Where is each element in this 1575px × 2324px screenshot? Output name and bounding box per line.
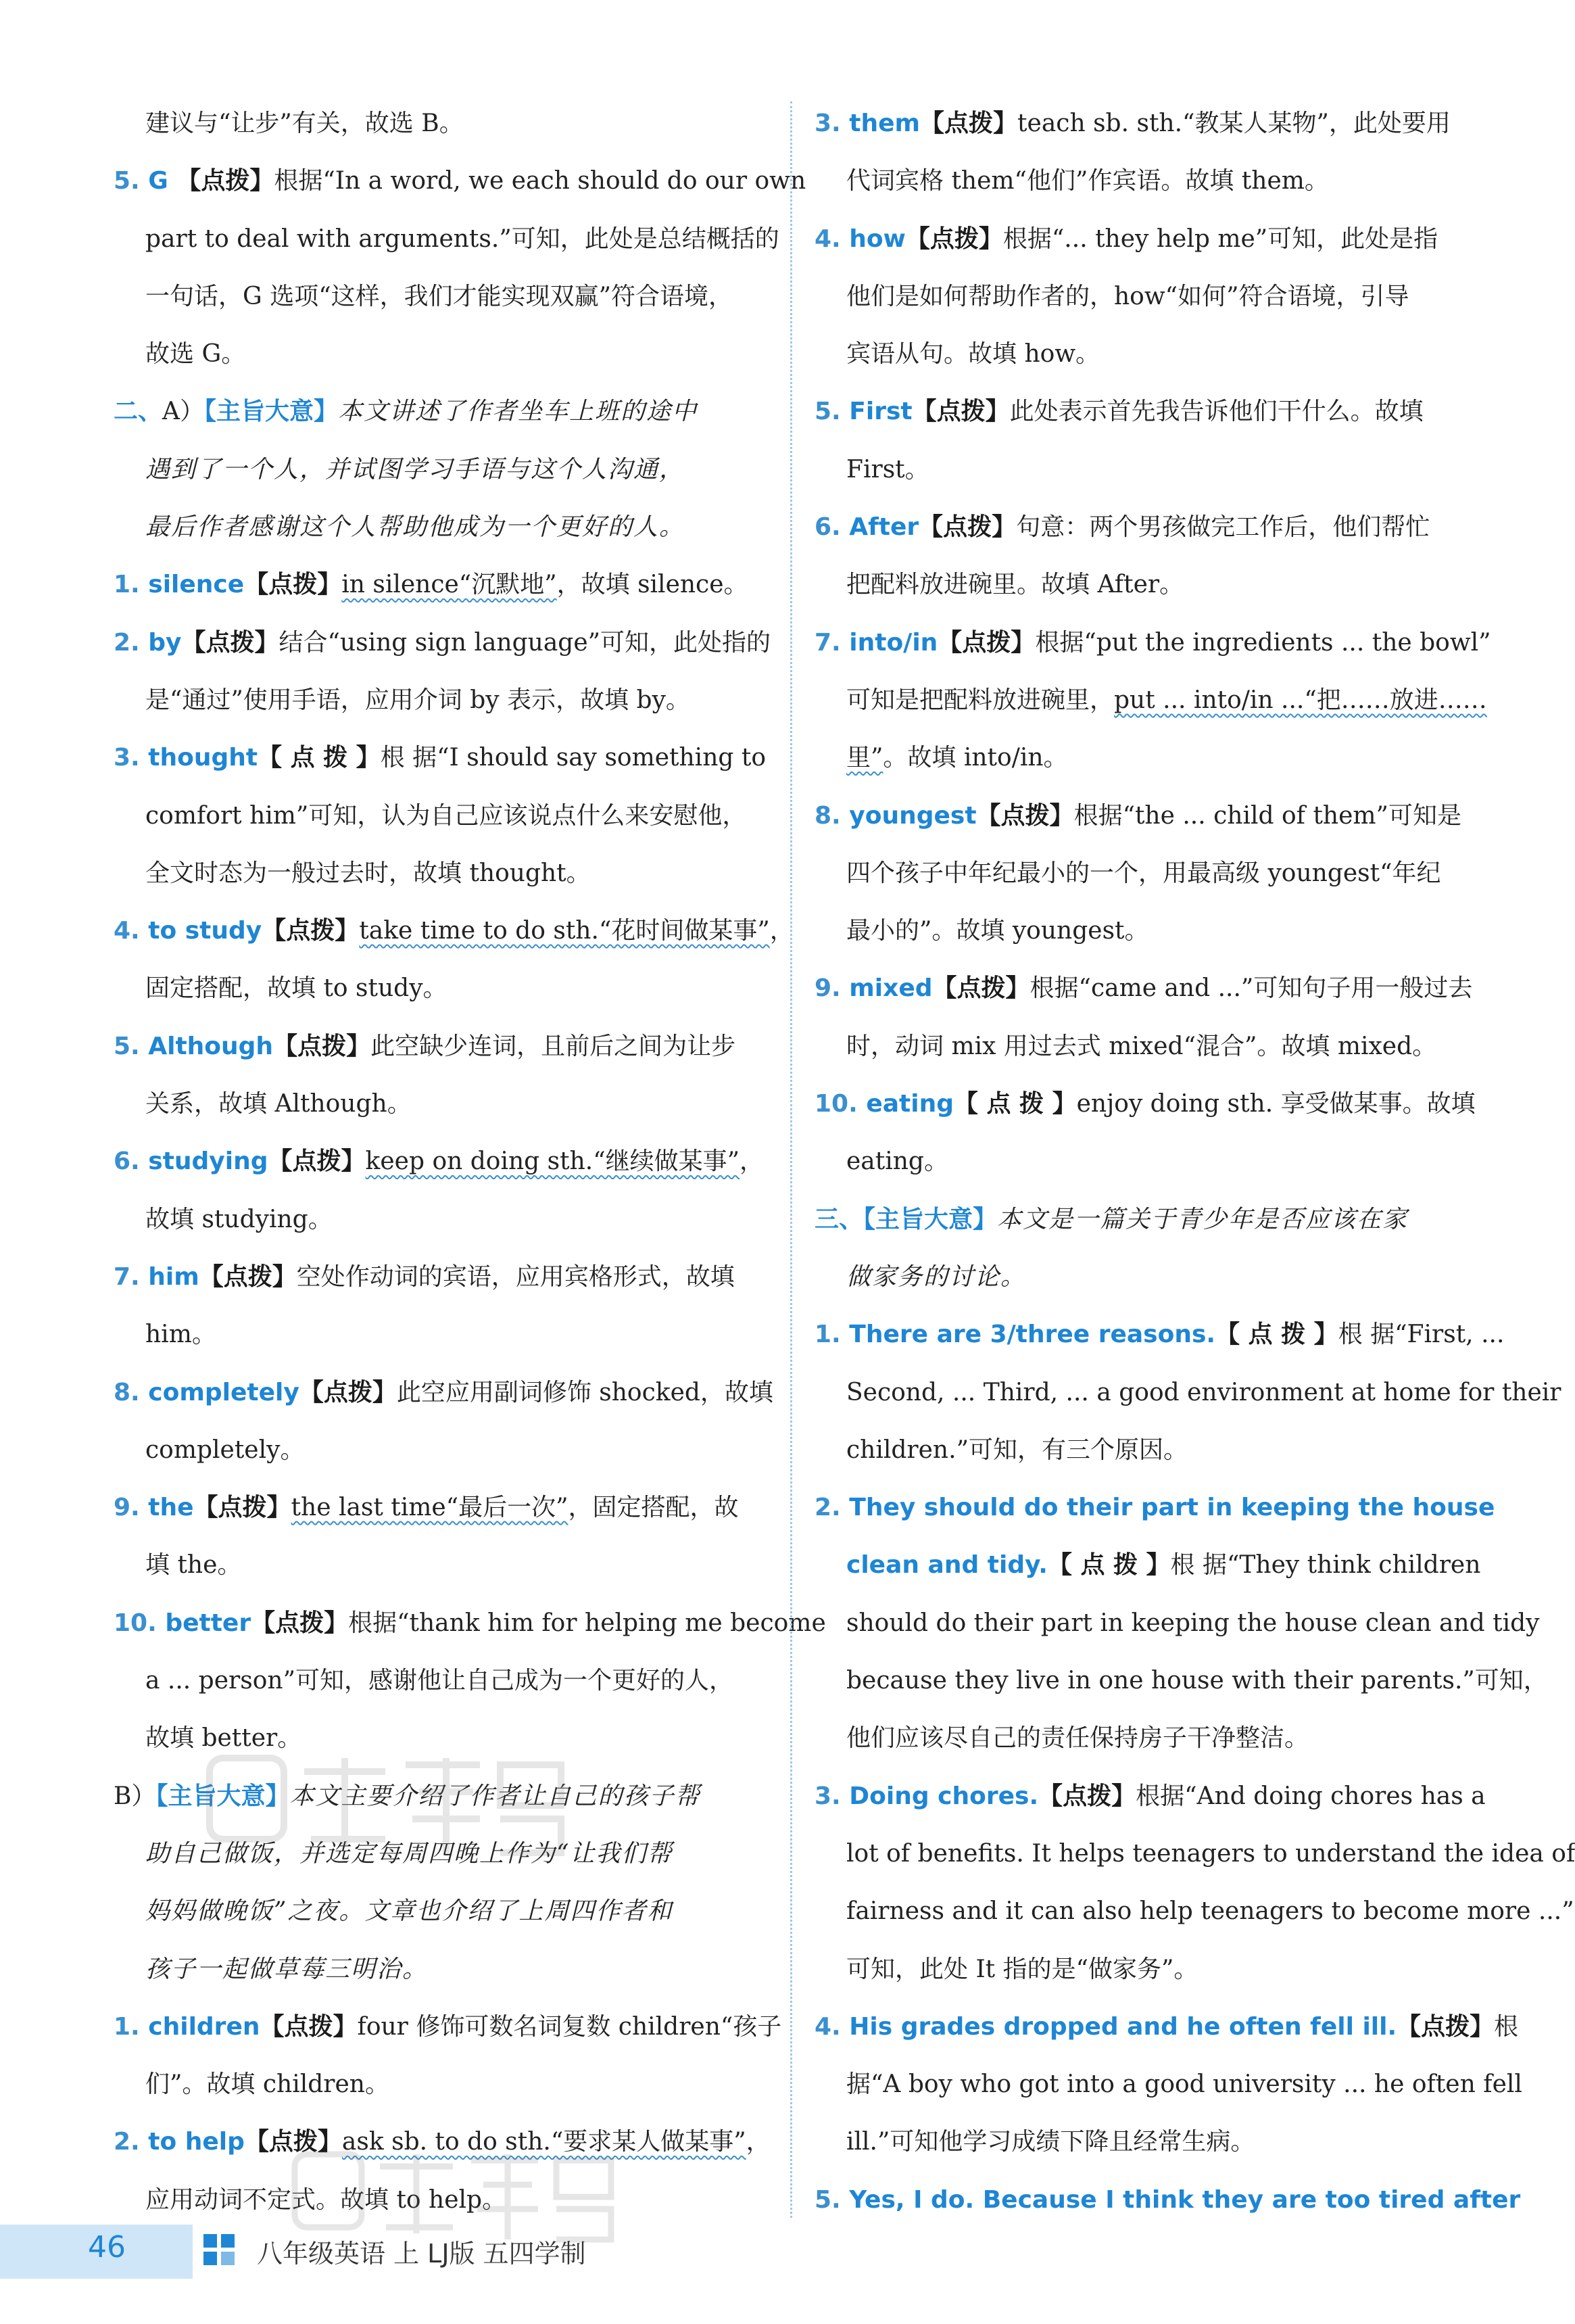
item-number: 8. (815, 801, 850, 830)
hint-label: 【点拨】 (299, 1378, 397, 1406)
text-line (815, 210, 1470, 268)
page-footer (0, 2225, 879, 2279)
hint-label: 【点拨】 (168, 167, 274, 195)
hint-label: 【点拨】 (262, 917, 360, 945)
answer-text: by (148, 628, 182, 657)
text-segment: 四个孩子中年纪最小的一个，用最高级 youngest“年纪 (846, 859, 1441, 887)
item-number: 4. (815, 2012, 850, 2041)
text-line (815, 787, 1470, 845)
text-segment: eating。 (846, 1147, 948, 1176)
book-info: 八年级英语 上 LJ版 五四学制 (257, 2239, 586, 2269)
text-line (114, 498, 767, 556)
text-line (114, 95, 767, 152)
text-segment: B） (114, 1782, 156, 1810)
text-segment: children.”可知，有三个原因。 (846, 1436, 1188, 1464)
text-segment: 根据“... they help me”可知，此处是指 (1002, 224, 1438, 253)
hint-label: 【点拨】 (273, 1032, 371, 1060)
text-line (114, 671, 767, 729)
text-segment: 根据“And doing chores has a (1136, 1782, 1486, 1810)
text-segment: 根据“the ... child of them”可知是 (1073, 801, 1461, 830)
text-line (114, 959, 767, 1017)
hint-label: 【点拨】 (193, 1494, 291, 1522)
text-line (815, 671, 1487, 729)
text-segment: ， (746, 2128, 771, 2156)
text-line (114, 1421, 767, 1479)
answer-text: to help (148, 2128, 245, 2156)
text-segment: 全文时态为一般过去时，故填 thought。 (145, 859, 591, 887)
answer-text: children (148, 2012, 260, 2041)
item-number: 1. (815, 1321, 850, 1349)
hint-label: 【点拨】 (244, 571, 342, 599)
text-segment: part to deal with arguments.”可知，此处是总结概括的 (145, 224, 779, 253)
answer-text: eating (866, 1090, 954, 1118)
text-segment: 关系，故填 Although。 (145, 1090, 412, 1118)
text-segment: 妈妈做晚饭”之夜。文章也介绍了上周四作者和 (145, 1897, 673, 1926)
text-line (815, 845, 1470, 902)
text-segment: 把配料放进碗里。故填 After。 (846, 571, 1184, 599)
text-line (815, 1882, 1574, 1940)
text-line (815, 1306, 1505, 1363)
hint-label: 【点拨】 (920, 110, 1018, 137)
answer-text: There are 3/three reasons. (849, 1321, 1216, 1349)
hint-label: 【点拨】 (932, 974, 1030, 1003)
text-segment: enjoy doing sth. 享受做某事。故填 (1076, 1090, 1476, 1118)
hint-label: 【点拨】 (1038, 1782, 1136, 1810)
column-divider (790, 101, 792, 2218)
text-segment: 故选 G。 (145, 340, 246, 369)
text-segment: 最小的”。故填 youngest。 (846, 917, 1149, 945)
item-number: 5. (815, 398, 850, 426)
text-segment: comfort him”可知，认为自己应该说点什么来安慰他， (145, 801, 747, 830)
text-segment: First。 (846, 455, 929, 483)
text-line (114, 1882, 767, 1940)
text-segment: 根据“thank him for helping me become (348, 1609, 826, 1637)
text-line (815, 614, 1491, 671)
hint-label: 【点拨】 (919, 513, 1017, 542)
text-segment: 根据“came and ...”可知句子用一般过去 (1029, 974, 1473, 1003)
hint-label: 【主旨大意】 (204, 398, 339, 426)
book-logo-icon (199, 2229, 240, 2271)
item-number: 3. (815, 110, 850, 137)
text-segment: Second, ... Third, ... a good environment at home for their (846, 1378, 1561, 1406)
section-marker: 三、 (815, 1205, 864, 1233)
text-segment: 此空应用副词修饰 shocked，故填 (396, 1378, 773, 1406)
text-line (815, 2056, 1522, 2113)
text-segment: fairness and it can also help teenagers to become more ...” (846, 1897, 1574, 1926)
text-line (815, 556, 1470, 613)
hint-label: 【点拨】 (260, 2012, 358, 2041)
item-number: 6. (815, 513, 850, 542)
item-number: 1. (114, 571, 149, 599)
text-line (114, 325, 767, 383)
text-line (114, 210, 779, 268)
text-line (815, 325, 1470, 383)
text-line (815, 959, 1473, 1017)
answer-text: They should do their part in keeping the house (849, 1494, 1495, 1522)
text-line (114, 1652, 767, 1709)
text-segment: 本文讲述了作者坐车上班的途中 (338, 398, 698, 426)
item-number: 9. (114, 1494, 149, 1522)
text-line (815, 1768, 1486, 1825)
answer-text: First (849, 398, 913, 426)
right-column (815, 95, 1575, 2229)
text-line (815, 95, 1470, 152)
text-line (114, 1941, 767, 1998)
text-line (815, 1364, 1561, 1421)
text-segment: him。 (145, 1321, 216, 1349)
hint-label: 【 点 拨 】 (1215, 1321, 1338, 1349)
text-segment: a ... person”可知，感谢他让自己成为一个更好的人， (145, 1667, 733, 1695)
text-line (815, 1018, 1470, 1075)
text-line (815, 498, 1470, 556)
text-line (815, 1825, 1575, 1882)
text-segment: 一句话，G 选项“这样，我们才能实现双赢”符合语境， (145, 282, 733, 310)
text-segment: ask sb. to do sth.“要求某人做某事” (341, 2128, 746, 2156)
text-segment: 根 据“They think children (1170, 1551, 1481, 1580)
text-segment: A） (162, 398, 205, 426)
item-number: 7. (114, 1262, 149, 1291)
text-line (114, 614, 771, 671)
text-line (114, 1306, 767, 1363)
item-number: 3. (114, 744, 149, 772)
text-segment: four 修饰可数名词复数 children“孩子 (357, 2012, 782, 2041)
text-segment: 句意：两个男孩做完工作后，他们帮忙 (1016, 513, 1430, 542)
text-line (815, 383, 1470, 440)
text-segment: ， (769, 917, 794, 945)
text-segment: 应用动词不定式。故填 to help。 (145, 2185, 507, 2214)
text-segment: 建议与“让步”有关，故选 B。 (145, 110, 464, 137)
text-line (815, 1075, 1476, 1133)
text-line (815, 1248, 1470, 1306)
text-line (815, 1941, 1470, 1998)
answer-text: studying (148, 1147, 268, 1176)
answer-text: better (165, 1609, 251, 1637)
item-number: 8. (114, 1378, 149, 1406)
answer-text: him (148, 1262, 199, 1291)
item-number: 4. (114, 917, 149, 945)
text-segment: ，故填 silence。 (556, 571, 748, 599)
text-segment: 孩子一起做草莓三明治。 (145, 1955, 429, 1983)
text-segment: because they live in one house with their parents.”可知， (846, 1667, 1548, 1695)
answer-text: thought (148, 744, 258, 772)
text-segment: 故填 better。 (145, 1724, 302, 1753)
text-line (114, 2056, 767, 2113)
hint-label: 【点拨】 (268, 1147, 366, 1176)
text-segment: 他们是如何帮助作者的，how“如何”符合语境，引导 (846, 282, 1409, 310)
hint-label: 【 点 拨 】 (258, 744, 381, 772)
item-number: 5. (114, 167, 149, 195)
text-segment: 此处表示首先我告诉他们干什么。故填 (1009, 398, 1424, 426)
text-line (114, 1536, 767, 1594)
text-segment: 根 据“First, ... (1338, 1321, 1505, 1349)
text-segment: 根据“In a word, we each should do our own (274, 167, 806, 195)
item-number: 10. (114, 1609, 166, 1637)
text-segment: 根 据“I should say something to (380, 744, 767, 772)
hint-label: 【点拨】 (912, 398, 1010, 426)
hint-label: 【 点 拨 】 (1047, 1551, 1171, 1580)
text-segment: ， (740, 1147, 765, 1176)
hint-label: 【点拨】 (181, 628, 279, 657)
text-segment: 时，动词 mix 用过去式 mixed“混合”。故填 mixed。 (846, 1032, 1437, 1060)
item-number: 2. (815, 1494, 850, 1522)
answer-text: them (849, 110, 921, 137)
text-line (815, 2113, 1470, 2171)
text-segment: 空处作动词的宾语，应用宾格形式，故填 (296, 1262, 735, 1291)
hint-label: 【点拨】 (251, 1609, 349, 1637)
text-segment: take time to do sth.“花时间做某事” (359, 917, 770, 945)
text-line (114, 268, 767, 325)
answer-text: His grades dropped and he often fell ill. (849, 2012, 1397, 2041)
text-segment: 填 the。 (145, 1551, 242, 1580)
text-line (114, 787, 767, 845)
text-segment: lot of benefits. It helps teenagers to understand the idea of (846, 1839, 1575, 1868)
text-line (114, 1018, 767, 1075)
item-number: 5. (815, 2185, 850, 2214)
text-segment: 。故填 into/in。 (883, 744, 1068, 772)
text-segment: 根 (1494, 2012, 1519, 2041)
text-line (815, 152, 1470, 210)
answer-text: After (849, 513, 919, 542)
hint-label: 【点拨】 (976, 801, 1074, 830)
text-segment: 结合“using sign language”可知，此处指的 (278, 628, 771, 657)
text-line (114, 383, 767, 440)
answer-text: mixed (849, 974, 933, 1003)
item-number: 5. (114, 1032, 149, 1060)
text-segment: 代词宾格 them“他们”作宾语。故填 them。 (846, 167, 1329, 195)
text-segment: keep on doing sth.“继续做某事” (365, 1147, 740, 1176)
text-line (114, 845, 767, 902)
text-line (114, 152, 806, 210)
text-segment: 据“A boy who got into a good university ... he often fell (846, 2070, 1522, 2099)
text-segment: 助自己做饭，并选定每周四晚上作为“让我们帮 (145, 1839, 673, 1868)
text-segment: 此空缺少连词，且前后之间为让步 (370, 1032, 736, 1060)
text-line (114, 1594, 826, 1652)
text-line (815, 902, 1470, 959)
text-segment: 里” (846, 744, 883, 772)
text-line (815, 1133, 1470, 1190)
text-line (114, 902, 794, 959)
answer-text: the (148, 1494, 194, 1522)
text-segment: 宾语从句。故填 how。 (846, 340, 1100, 369)
text-line (114, 729, 767, 786)
text-line (815, 1536, 1481, 1594)
answer-text: G (148, 167, 168, 195)
text-line (114, 556, 767, 613)
hint-label: 【点拨】 (938, 628, 1036, 657)
answer-text: Yes, I do. Because I think they are too tired after (849, 2185, 1521, 2214)
hint-label: 【主旨大意】 (863, 1205, 998, 1233)
answer-text: clean and tidy. (846, 1551, 1048, 1580)
text-line (114, 1133, 767, 1190)
text-line (815, 729, 1470, 786)
page-number: 46 (88, 2230, 126, 2264)
text-segment: 可知是把配料放进碗里， (846, 686, 1115, 714)
text-segment: 遇到了一个人，并试图学习手语与这个人沟通， (145, 455, 685, 483)
answer-text: into/in (849, 628, 938, 657)
text-line (815, 1479, 1495, 1536)
hint-label: 【主旨大意】 (155, 1782, 290, 1810)
text-segment: should do their part in keeping the house clean and tidy (846, 1609, 1540, 1637)
text-segment: 根据“put the ingredients ... the bowl” (1035, 628, 1491, 657)
text-line (114, 1479, 767, 1536)
text-line (114, 1191, 767, 1248)
text-segment: 做家务的讨论。 (846, 1262, 1027, 1291)
answer-text: youngest (849, 801, 977, 830)
text-line (815, 1709, 1470, 1767)
text-line (815, 1652, 1548, 1709)
text-line (815, 1421, 1470, 1479)
text-segment: 本文主要介绍了作者让自己的孩子帮 (289, 1782, 701, 1810)
text-line (114, 1364, 773, 1421)
text-line (815, 1998, 1519, 2056)
text-segment: ill.”可知他学习成绩下降且经常生病。 (846, 2128, 1255, 2156)
hint-label: 【点拨】 (905, 224, 1003, 253)
hint-label: 【 点 拨 】 (953, 1090, 1077, 1118)
text-segment: teach sb. sth.“教某人某物”，此处要用 (1017, 110, 1451, 137)
answer-text: silence (148, 571, 245, 599)
left-column (114, 95, 826, 2229)
text-segment: put ... into/in ...“把……放进…… (1114, 686, 1487, 714)
item-number: 10. (815, 1090, 867, 1118)
item-number: 1. (114, 2012, 149, 2041)
text-line (815, 1594, 1540, 1652)
item-number: 9. (815, 974, 850, 1003)
section-marker: 二、 (114, 398, 163, 426)
answer-text: Although (148, 1032, 274, 1060)
answer-text: completely (148, 1378, 299, 1406)
item-number: 3. (815, 1782, 850, 1810)
item-number: 7. (815, 628, 850, 657)
text-line (114, 441, 767, 498)
text-segment: in silence“沉默地” (341, 571, 557, 599)
item-number: 2. (114, 628, 149, 657)
text-segment: 最后作者感谢这个人帮助他成为一个更好的人。 (145, 513, 685, 542)
text-line (114, 1248, 767, 1306)
text-line (815, 441, 1470, 498)
watermark (196, 1731, 575, 1866)
text-line (815, 1191, 1470, 1248)
text-segment: 他们应该尽自己的责任保持房子干净整洁。 (846, 1724, 1309, 1753)
text-segment: the last time“最后一次” (291, 1494, 568, 1522)
text-segment: 固定搭配，故填 to study。 (145, 974, 447, 1003)
text-segment: 是“通过”使用手语，应用介词 by 表示，故填 by。 (145, 686, 690, 714)
text-line (114, 1998, 782, 2056)
item-number: 4. (815, 224, 850, 253)
item-number: 6. (114, 1147, 149, 1176)
text-line (114, 1075, 767, 1133)
item-number: 2. (114, 2128, 149, 2156)
hint-label: 【点拨】 (199, 1262, 297, 1291)
answer-text: how (849, 224, 906, 253)
text-line (815, 268, 1470, 325)
text-segment: ，固定搭配，故 (568, 1494, 739, 1522)
answer-text: Doing chores. (849, 1782, 1039, 1810)
hint-label: 【点拨】 (244, 2128, 342, 2156)
text-segment: 本文是一篇关于青少年是否应该在家 (997, 1205, 1409, 1233)
text-segment: completely。 (145, 1436, 305, 1464)
text-segment: 可知，此处 It 指的是“做家务”。 (846, 1955, 1198, 1983)
text-segment: 们”。故填 children。 (145, 2070, 389, 2099)
hint-label: 【点拨】 (1397, 2012, 1495, 2041)
answer-text: to study (148, 917, 262, 945)
text-line (815, 2171, 1521, 2229)
text-segment: 故填 studying。 (145, 1205, 333, 1233)
